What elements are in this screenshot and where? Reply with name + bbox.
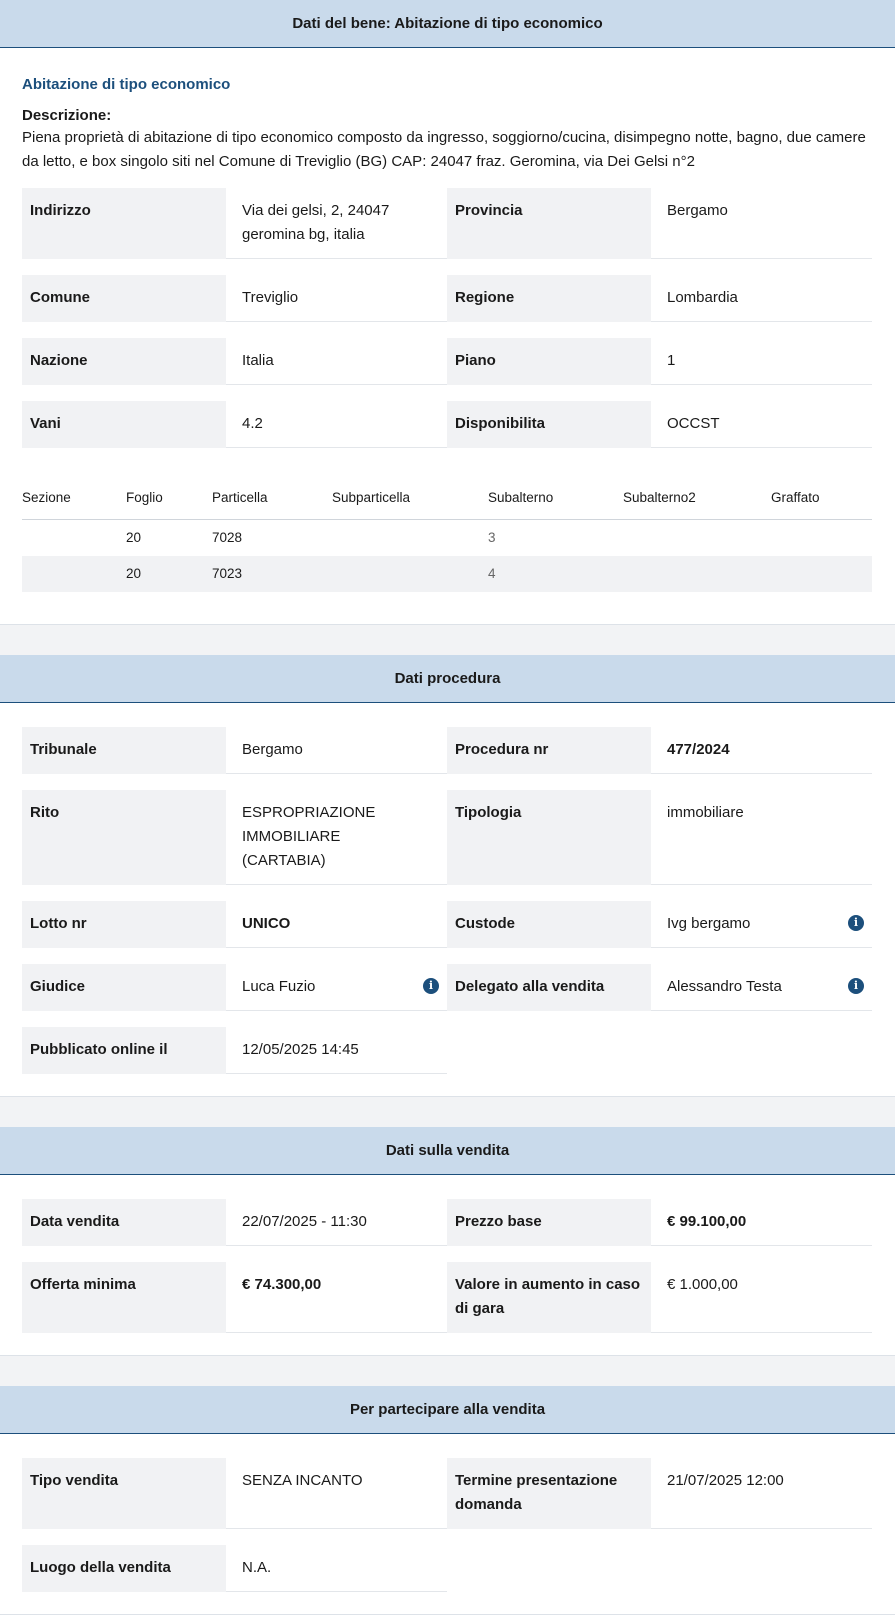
table-cell — [623, 556, 771, 592]
table-cell: 7023 — [212, 556, 332, 592]
field-value-aumento: € 1.000,00 — [651, 1262, 872, 1333]
field-label-aumento: Valore in aumento in caso di gara — [447, 1262, 651, 1333]
property-subtitle: Abitazione di tipo economico — [22, 76, 231, 93]
field-value-provincia: Bergamo — [651, 188, 872, 259]
field-label-tribunale: Tribunale — [22, 727, 226, 774]
field-value-procedura: 477/2024 — [651, 727, 872, 774]
field-label-luogo: Luogo della vendita — [22, 1545, 226, 1592]
field-label-disponibilita: Disponibilita — [447, 401, 651, 448]
section-header-partecipare: Per partecipare alla vendita — [0, 1386, 895, 1434]
field-value-lotto: UNICO — [226, 901, 447, 948]
field-label-rito: Rito — [22, 790, 226, 885]
field-label-indirizzo: Indirizzo — [22, 188, 226, 259]
field-value-tipologia: immobiliare — [651, 790, 872, 885]
column-header: Foglio — [126, 478, 212, 520]
field-label-data-vendita: Data vendita — [22, 1199, 226, 1246]
field-value-nazione: Italia — [226, 338, 447, 385]
section-dati-vendita — [0, 1127, 895, 1356]
column-header: Subparticella — [332, 478, 488, 520]
field-label-regione: Regione — [447, 275, 651, 322]
field-value-tribunale: Bergamo — [226, 727, 447, 774]
section-header-dati-procedura: Dati procedura — [0, 655, 895, 703]
field-value-regione: Lombardia — [651, 275, 872, 322]
field-label-vani: Vani — [22, 401, 226, 448]
catasto-table — [22, 478, 872, 592]
table-cell — [22, 556, 126, 592]
section-dati-bene — [0, 0, 895, 625]
field-value-vani: 4.2 — [226, 401, 447, 448]
table-cell: 7028 — [212, 530, 243, 546]
field-giudice — [226, 964, 447, 1011]
field-value-delegato: Alessandro Testa — [667, 977, 782, 995]
field-label-delegato: Delegato alla vendita — [447, 964, 651, 1011]
field-label-tipologia: Tipologia — [447, 790, 651, 885]
table-header-row — [22, 478, 872, 520]
field-label-provincia: Provincia — [447, 188, 651, 259]
table-cell: 3 — [488, 530, 496, 546]
field-value-indirizzo: Via dei gelsi, 2, 24047 geromina bg, italia — [226, 188, 447, 259]
field-label-termine: Termine presentazione domanda — [447, 1458, 651, 1529]
table-cell: 4 — [488, 556, 623, 592]
table-cell — [332, 556, 488, 592]
section-partecipare — [0, 1386, 895, 1615]
field-label-offerta-minima: Offerta minima — [22, 1262, 226, 1333]
field-label-nazione: Nazione — [22, 338, 226, 385]
column-header: Graffato — [771, 478, 872, 520]
procedura-fields-grid — [22, 727, 873, 1074]
field-label-custode: Custode — [447, 901, 651, 948]
partecipare-fields-grid — [22, 1458, 873, 1592]
field-label-tipo-vendita: Tipo vendita — [22, 1458, 226, 1529]
table-cell — [771, 520, 872, 556]
field-value-custode: Ivg bergamo — [667, 914, 751, 932]
field-label-giudice: Giudice — [22, 964, 226, 1011]
field-value-pubblicato: 12/05/2025 14:45 — [226, 1027, 447, 1074]
field-custode — [651, 901, 872, 948]
field-label-piano: Piano — [447, 338, 651, 385]
table-cell: 20 — [126, 530, 142, 546]
field-value-luogo: N.A. — [226, 1545, 447, 1592]
section-dati-procedura — [0, 655, 895, 1097]
table-cell: 20 — [126, 556, 212, 592]
field-value-data-vendita: 22/07/2025 - 11:30 — [226, 1199, 447, 1246]
field-value-tipo-vendita: SENZA INCANTO — [226, 1458, 447, 1529]
section-header-dati-vendita: Dati sulla vendita — [0, 1127, 895, 1175]
field-value-rito: ESPROPRIAZIONE IMMOBILIARE (CARTABIA) — [226, 790, 447, 885]
info-icon[interactable]: i — [423, 978, 439, 994]
column-header: Subalterno — [488, 478, 623, 520]
section-header-dati-bene: Dati del bene: Abitazione di tipo economico — [0, 0, 895, 48]
table-cell — [623, 520, 771, 556]
field-value-piano: 1 — [651, 338, 872, 385]
field-delegato — [651, 964, 872, 1011]
table-cell — [22, 520, 126, 556]
vendita-fields-grid — [22, 1199, 873, 1333]
field-value-giudice: Luca Fuzio — [242, 977, 316, 995]
field-value-disponibilita: OCCST — [651, 401, 872, 448]
column-header: Particella — [212, 478, 332, 520]
description-text: Piena proprietà di abitazione di tipo economico composto da ingresso, soggiorno/cucina, disimpegno notte, bagno, due camere da letto, e box singolo siti nel Comune di Treviglio (BG) CAP: 24047 fraz. Geromina, via Dei Gelsi n°2 — [22, 129, 866, 170]
field-label-procedura: Procedura nr — [447, 727, 651, 774]
field-value-offerta-minima: € 74.300,00 — [226, 1262, 447, 1333]
description-label: Descrizione: — [22, 107, 112, 124]
table-cell — [332, 520, 488, 556]
table-cell — [771, 556, 872, 592]
field-value-termine: 21/07/2025 12:00 — [651, 1458, 872, 1529]
field-value-comune: Treviglio — [226, 275, 447, 322]
table-row — [22, 556, 872, 592]
column-header: Subalterno2 — [623, 478, 771, 520]
info-icon[interactable]: i — [848, 978, 864, 994]
field-value-prezzo-base: € 99.100,00 — [651, 1199, 872, 1246]
property-fields-grid — [22, 188, 873, 448]
info-icon[interactable]: i — [848, 915, 864, 931]
field-label-lotto: Lotto nr — [22, 901, 226, 948]
field-label-comune: Comune — [22, 275, 226, 322]
table-row — [22, 520, 872, 556]
column-header: Sezione — [22, 478, 126, 520]
field-label-prezzo-base: Prezzo base — [447, 1199, 651, 1246]
field-label-pubblicato: Pubblicato online il — [22, 1027, 226, 1074]
